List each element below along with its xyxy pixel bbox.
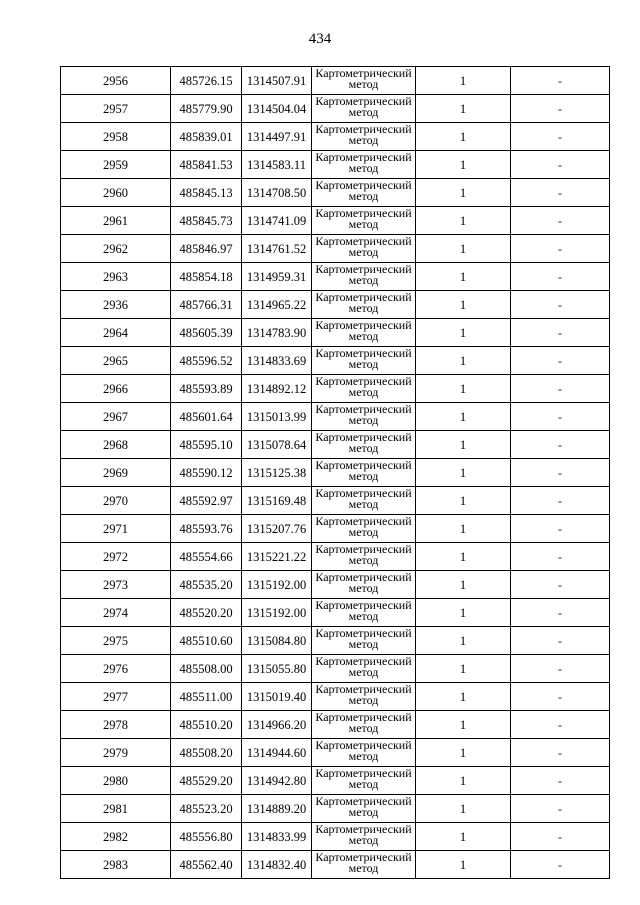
note-cell: -: [511, 599, 610, 627]
note-cell: -: [511, 487, 610, 515]
note-cell: -: [511, 235, 610, 263]
y-coordinate-cell: 1314942.80: [242, 767, 312, 795]
method-cell: Картометрический метод: [312, 487, 416, 515]
table-row: [61, 291, 610, 319]
method-cell: Картометрический метод: [312, 683, 416, 711]
accuracy-cell: 1: [416, 739, 511, 767]
accuracy-cell: 1: [416, 431, 511, 459]
y-coordinate-cell: 1314889.20: [242, 795, 312, 823]
y-coordinate-cell: 1314832.40: [242, 851, 312, 879]
point-number-cell: 2969: [61, 459, 171, 487]
x-coordinate-cell: 485593.89: [171, 375, 242, 403]
accuracy-cell: 1: [416, 235, 511, 263]
method-cell: Картометрический метод: [312, 263, 416, 291]
note-cell: -: [511, 291, 610, 319]
x-coordinate-cell: 485520.20: [171, 599, 242, 627]
point-number-cell: 2980: [61, 767, 171, 795]
accuracy-cell: 1: [416, 403, 511, 431]
method-cell: Картометрический метод: [312, 571, 416, 599]
accuracy-cell: 1: [416, 319, 511, 347]
y-coordinate-cell: 1314761.52: [242, 235, 312, 263]
y-coordinate-cell: 1315125.38: [242, 459, 312, 487]
x-coordinate-cell: 485508.00: [171, 655, 242, 683]
table-row: [61, 515, 610, 543]
method-cell: Картометрический метод: [312, 67, 416, 95]
point-number-cell: 2976: [61, 655, 171, 683]
method-cell: Картометрический метод: [312, 375, 416, 403]
accuracy-cell: 1: [416, 515, 511, 543]
table-row: [61, 235, 610, 263]
table-row: [61, 375, 610, 403]
x-coordinate-cell: 485854.18: [171, 263, 242, 291]
x-coordinate-cell: 485510.60: [171, 627, 242, 655]
point-number-cell: 2959: [61, 151, 171, 179]
x-coordinate-cell: 485845.73: [171, 207, 242, 235]
x-coordinate-cell: 485535.20: [171, 571, 242, 599]
method-cell: Картометрический метод: [312, 319, 416, 347]
y-coordinate-cell: 1315019.40: [242, 683, 312, 711]
method-cell: Картометрический метод: [312, 207, 416, 235]
note-cell: -: [511, 179, 610, 207]
method-cell: Картометрический метод: [312, 543, 416, 571]
y-coordinate-cell: 1315078.64: [242, 431, 312, 459]
note-cell: -: [511, 207, 610, 235]
note-cell: -: [511, 543, 610, 571]
table-row: [61, 823, 610, 851]
y-coordinate-cell: 1314741.09: [242, 207, 312, 235]
x-coordinate-cell: 485592.97: [171, 487, 242, 515]
point-number-cell: 2956: [61, 67, 171, 95]
x-coordinate-cell: 485605.39: [171, 319, 242, 347]
accuracy-cell: 1: [416, 767, 511, 795]
x-coordinate-cell: 485523.20: [171, 795, 242, 823]
table-row: [61, 431, 610, 459]
method-cell: Картометрический метод: [312, 151, 416, 179]
x-coordinate-cell: 485846.97: [171, 235, 242, 263]
x-coordinate-cell: 485601.64: [171, 403, 242, 431]
x-coordinate-cell: 485595.10: [171, 431, 242, 459]
y-coordinate-cell: 1314583.11: [242, 151, 312, 179]
point-number-cell: 2957: [61, 95, 171, 123]
y-coordinate-cell: 1315055.80: [242, 655, 312, 683]
point-number-cell: 2961: [61, 207, 171, 235]
y-coordinate-cell: 1315192.00: [242, 571, 312, 599]
method-cell: Картометрический метод: [312, 515, 416, 543]
method-cell: Картометрический метод: [312, 179, 416, 207]
note-cell: -: [511, 459, 610, 487]
table-row: [61, 571, 610, 599]
point-number-cell: 2967: [61, 403, 171, 431]
y-coordinate-cell: 1314833.99: [242, 823, 312, 851]
point-number-cell: 2977: [61, 683, 171, 711]
note-cell: -: [511, 767, 610, 795]
y-coordinate-cell: 1315207.76: [242, 515, 312, 543]
method-cell: Картометрический метод: [312, 291, 416, 319]
point-number-cell: 2971: [61, 515, 171, 543]
note-cell: -: [511, 347, 610, 375]
method-cell: Картометрический метод: [312, 459, 416, 487]
note-cell: -: [511, 95, 610, 123]
point-number-cell: 2979: [61, 739, 171, 767]
y-coordinate-cell: 1314959.31: [242, 263, 312, 291]
accuracy-cell: 1: [416, 851, 511, 879]
method-cell: Картометрический метод: [312, 851, 416, 879]
x-coordinate-cell: 485556.80: [171, 823, 242, 851]
y-coordinate-cell: 1315221.22: [242, 543, 312, 571]
coordinates-table-body: [61, 67, 610, 879]
x-coordinate-cell: 485726.15: [171, 67, 242, 95]
method-cell: Картометрический метод: [312, 235, 416, 263]
note-cell: -: [511, 851, 610, 879]
y-coordinate-cell: 1315013.99: [242, 403, 312, 431]
point-number-cell: 2982: [61, 823, 171, 851]
accuracy-cell: 1: [416, 291, 511, 319]
accuracy-cell: 1: [416, 67, 511, 95]
note-cell: -: [511, 795, 610, 823]
point-number-cell: 2958: [61, 123, 171, 151]
note-cell: -: [511, 123, 610, 151]
y-coordinate-cell: 1315169.48: [242, 487, 312, 515]
table-row: [61, 627, 610, 655]
note-cell: -: [511, 711, 610, 739]
y-coordinate-cell: 1314966.20: [242, 711, 312, 739]
accuracy-cell: 1: [416, 263, 511, 291]
point-number-cell: 2975: [61, 627, 171, 655]
point-number-cell: 2983: [61, 851, 171, 879]
y-coordinate-cell: 1315084.80: [242, 627, 312, 655]
accuracy-cell: 1: [416, 655, 511, 683]
coordinates-table: [60, 66, 610, 879]
point-number-cell: 2968: [61, 431, 171, 459]
table-row: [61, 403, 610, 431]
table-row: [61, 207, 610, 235]
x-coordinate-cell: 485841.53: [171, 151, 242, 179]
method-cell: Картометрический метод: [312, 95, 416, 123]
x-coordinate-cell: 485596.52: [171, 347, 242, 375]
x-coordinate-cell: 485779.90: [171, 95, 242, 123]
note-cell: -: [511, 431, 610, 459]
method-cell: Картометрический метод: [312, 627, 416, 655]
note-cell: -: [511, 151, 610, 179]
note-cell: -: [511, 739, 610, 767]
point-number-cell: 2970: [61, 487, 171, 515]
accuracy-cell: 1: [416, 375, 511, 403]
y-coordinate-cell: 1314497.91: [242, 123, 312, 151]
point-number-cell: 2965: [61, 347, 171, 375]
x-coordinate-cell: 485510.20: [171, 711, 242, 739]
method-cell: Картометрический метод: [312, 655, 416, 683]
y-coordinate-cell: 1314504.04: [242, 95, 312, 123]
x-coordinate-cell: 485508.20: [171, 739, 242, 767]
accuracy-cell: 1: [416, 179, 511, 207]
y-coordinate-cell: 1314708.50: [242, 179, 312, 207]
point-number-cell: 2936: [61, 291, 171, 319]
table-row: [61, 151, 610, 179]
accuracy-cell: 1: [416, 599, 511, 627]
x-coordinate-cell: 485839.01: [171, 123, 242, 151]
accuracy-cell: 1: [416, 487, 511, 515]
table-row: [61, 487, 610, 515]
point-number-cell: 2978: [61, 711, 171, 739]
point-number-cell: 2964: [61, 319, 171, 347]
accuracy-cell: 1: [416, 823, 511, 851]
note-cell: -: [511, 571, 610, 599]
table-row: [61, 543, 610, 571]
point-number-cell: 2981: [61, 795, 171, 823]
method-cell: Картометрический метод: [312, 123, 416, 151]
note-cell: -: [511, 683, 610, 711]
x-coordinate-cell: 485590.12: [171, 459, 242, 487]
x-coordinate-cell: 485593.76: [171, 515, 242, 543]
method-cell: Картометрический метод: [312, 739, 416, 767]
note-cell: -: [511, 67, 610, 95]
table-row: [61, 263, 610, 291]
accuracy-cell: 1: [416, 347, 511, 375]
method-cell: Картометрический метод: [312, 711, 416, 739]
page-number: 434: [308, 31, 332, 47]
accuracy-cell: 1: [416, 571, 511, 599]
point-number-cell: 2974: [61, 599, 171, 627]
method-cell: Картометрический метод: [312, 347, 416, 375]
table-row: [61, 319, 610, 347]
y-coordinate-cell: 1314833.69: [242, 347, 312, 375]
y-coordinate-cell: 1314892.12: [242, 375, 312, 403]
accuracy-cell: 1: [416, 151, 511, 179]
note-cell: -: [511, 263, 610, 291]
table-row: [61, 655, 610, 683]
accuracy-cell: 1: [416, 207, 511, 235]
x-coordinate-cell: 485554.66: [171, 543, 242, 571]
table-row: [61, 179, 610, 207]
table-row: [61, 711, 610, 739]
x-coordinate-cell: 485529.20: [171, 767, 242, 795]
table-row: [61, 67, 610, 95]
accuracy-cell: 1: [416, 627, 511, 655]
point-number-cell: 2966: [61, 375, 171, 403]
x-coordinate-cell: 485511.00: [171, 683, 242, 711]
note-cell: -: [511, 375, 610, 403]
y-coordinate-cell: 1315192.00: [242, 599, 312, 627]
note-cell: -: [511, 627, 610, 655]
note-cell: -: [511, 403, 610, 431]
accuracy-cell: 1: [416, 795, 511, 823]
note-cell: -: [511, 655, 610, 683]
table-row: [61, 795, 610, 823]
method-cell: Картометрический метод: [312, 403, 416, 431]
table-row: [61, 95, 610, 123]
point-number-cell: 2962: [61, 235, 171, 263]
table-row: [61, 767, 610, 795]
x-coordinate-cell: 485766.31: [171, 291, 242, 319]
accuracy-cell: 1: [416, 711, 511, 739]
method-cell: Картометрический метод: [312, 795, 416, 823]
note-cell: -: [511, 823, 610, 851]
point-number-cell: 2960: [61, 179, 171, 207]
y-coordinate-cell: 1314507.91: [242, 67, 312, 95]
x-coordinate-cell: 485845.13: [171, 179, 242, 207]
table-row: [61, 683, 610, 711]
method-cell: Картометрический метод: [312, 431, 416, 459]
table-row: [61, 347, 610, 375]
note-cell: -: [511, 515, 610, 543]
point-number-cell: 2963: [61, 263, 171, 291]
point-number-cell: 2973: [61, 571, 171, 599]
table-row: [61, 123, 610, 151]
note-cell: -: [511, 319, 610, 347]
table-row: [61, 459, 610, 487]
y-coordinate-cell: 1314783.90: [242, 319, 312, 347]
point-number-cell: 2972: [61, 543, 171, 571]
table-row: [61, 851, 610, 879]
method-cell: Картометрический метод: [312, 767, 416, 795]
table-row: [61, 739, 610, 767]
table-row: [61, 599, 610, 627]
x-coordinate-cell: 485562.40: [171, 851, 242, 879]
accuracy-cell: 1: [416, 543, 511, 571]
accuracy-cell: 1: [416, 683, 511, 711]
accuracy-cell: 1: [416, 459, 511, 487]
y-coordinate-cell: 1314944.60: [242, 739, 312, 767]
y-coordinate-cell: 1314965.22: [242, 291, 312, 319]
method-cell: Картометрический метод: [312, 823, 416, 851]
accuracy-cell: 1: [416, 123, 511, 151]
method-cell: Картометрический метод: [312, 599, 416, 627]
accuracy-cell: 1: [416, 95, 511, 123]
